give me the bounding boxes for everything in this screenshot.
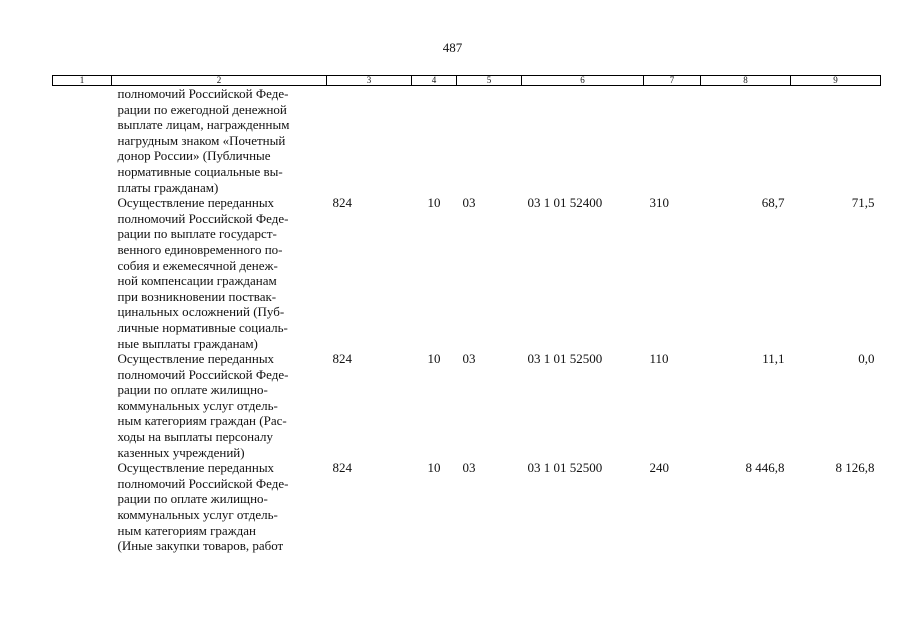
section-cell — [412, 86, 457, 196]
section-cell: 10 — [427, 351, 441, 367]
expense-type-cell: 240 — [649, 460, 669, 476]
expense-name-line: выплате лицам, награжденным — [117, 117, 290, 133]
target-article-cell: 03 1 01 52500 — [527, 351, 603, 367]
column-header: 8 — [701, 76, 791, 86]
expense-name-line: собия и ежемесячной денеж- — [117, 257, 278, 273]
table-row — [53, 460, 881, 554]
expense-name-line: рации по выплате государст- — [117, 226, 277, 242]
target-article-cell: 03 1 01 52400 — [527, 195, 603, 211]
table-body — [53, 86, 881, 554]
expense-name-cell — [112, 460, 327, 554]
row-number-cell — [53, 195, 112, 351]
sum-year-1-cell — [701, 86, 791, 196]
target-article-cell — [522, 86, 644, 196]
target-article-cell: 03 1 01 52500 — [527, 460, 603, 476]
expense-name-cell — [112, 351, 327, 460]
ministry-code-cell — [327, 86, 412, 196]
expense-name-line: казенных учреждений) — [117, 444, 245, 460]
expense-name-line: полномочий Российской Феде- — [117, 210, 289, 226]
table-row — [53, 195, 881, 351]
column-header: 1 — [53, 76, 112, 86]
ministry-code-cell: 824 — [332, 460, 352, 476]
column-header: 3 — [327, 76, 412, 86]
column-header: 9 — [791, 76, 881, 86]
expense-name-line: рации по ежегодной денежной — [117, 101, 287, 117]
expense-name-line: ной компенсации гражданам — [117, 273, 277, 289]
expense-name-line: ным категориям граждан — [117, 522, 257, 538]
expense-name-line: рации по оплате жилищно- — [117, 382, 268, 398]
ministry-code-cell: 824 — [332, 351, 352, 367]
sum-year-2-cell: 8 126,8 — [835, 460, 875, 476]
page-number: 487 — [442, 40, 463, 55]
sum-year-1-cell: 68,7 — [761, 195, 785, 211]
subsection-cell — [457, 86, 522, 196]
row-number-cell — [53, 460, 112, 554]
expense-name-line: при возникновении поствак- — [117, 288, 277, 304]
sum-year-2-cell: 71,5 — [851, 195, 875, 211]
expense-type-cell: 310 — [649, 195, 669, 211]
expense-type-cell — [644, 86, 701, 196]
expense-name-line: рации по оплате жилищно- — [117, 491, 268, 507]
ministry-code-cell: 824 — [332, 195, 352, 211]
expense-name-line: полномочий Российской Феде- — [117, 366, 289, 382]
expense-name-line: нормативные социальные вы- — [117, 163, 283, 179]
expense-name-cell — [112, 86, 327, 196]
subsection-cell: 03 — [462, 460, 476, 476]
column-header: 6 — [522, 76, 644, 86]
expense-name-line: (Иные закупки товаров, работ — [117, 538, 284, 554]
column-header: 7 — [644, 76, 701, 86]
expense-name-line: Осуществление переданных — [117, 351, 275, 367]
expense-name-line: донор России» (Публичные — [117, 148, 271, 164]
expense-name-cell — [112, 195, 327, 351]
expense-name-line: коммунальных услуг отдель- — [117, 507, 278, 523]
subsection-cell: 03 — [462, 351, 476, 367]
expense-name-line: личные нормативные социаль- — [117, 319, 288, 335]
row-number-cell — [53, 351, 112, 460]
expense-name-line: венного единовременного по- — [117, 241, 283, 257]
section-cell: 10 — [427, 460, 441, 476]
budget-table — [52, 75, 881, 554]
column-number-row — [53, 76, 881, 86]
expense-name-line: Осуществление переданных — [117, 195, 275, 211]
subsection-cell: 03 — [462, 195, 476, 211]
sum-year-2-cell: 0,0 — [858, 351, 875, 367]
column-header: 5 — [457, 76, 522, 86]
expense-name-line: полномочий Российской Феде- — [117, 86, 289, 101]
sum-year-1-cell: 11,1 — [762, 351, 785, 367]
expense-name-line: Осуществление переданных — [117, 460, 275, 476]
expense-name-line: ным категориям граждан (Рас- — [117, 413, 287, 429]
expense-name-line: нагрудным знаком «Почетный — [117, 132, 286, 148]
expense-name-line: платы гражданам) — [117, 179, 219, 195]
expense-name-line: цинальных осложнений (Пуб- — [117, 304, 285, 320]
expense-name-line: коммунальных услуг отдель- — [117, 397, 278, 413]
expense-name-line: полномочий Российской Феде- — [117, 475, 289, 491]
column-header: 2 — [112, 76, 327, 86]
column-header: 4 — [412, 76, 457, 86]
expense-type-cell: 110 — [649, 351, 669, 367]
table-row — [53, 86, 881, 196]
row-number-cell — [53, 86, 112, 196]
section-cell: 10 — [427, 195, 441, 211]
table-row — [53, 351, 881, 460]
sum-year-2-cell — [791, 86, 881, 196]
sum-year-1-cell: 8 446,8 — [745, 460, 785, 476]
expense-name-line: ные выплаты гражданам) — [117, 335, 258, 351]
expense-name-line: ходы на выплаты персоналу — [117, 429, 273, 445]
